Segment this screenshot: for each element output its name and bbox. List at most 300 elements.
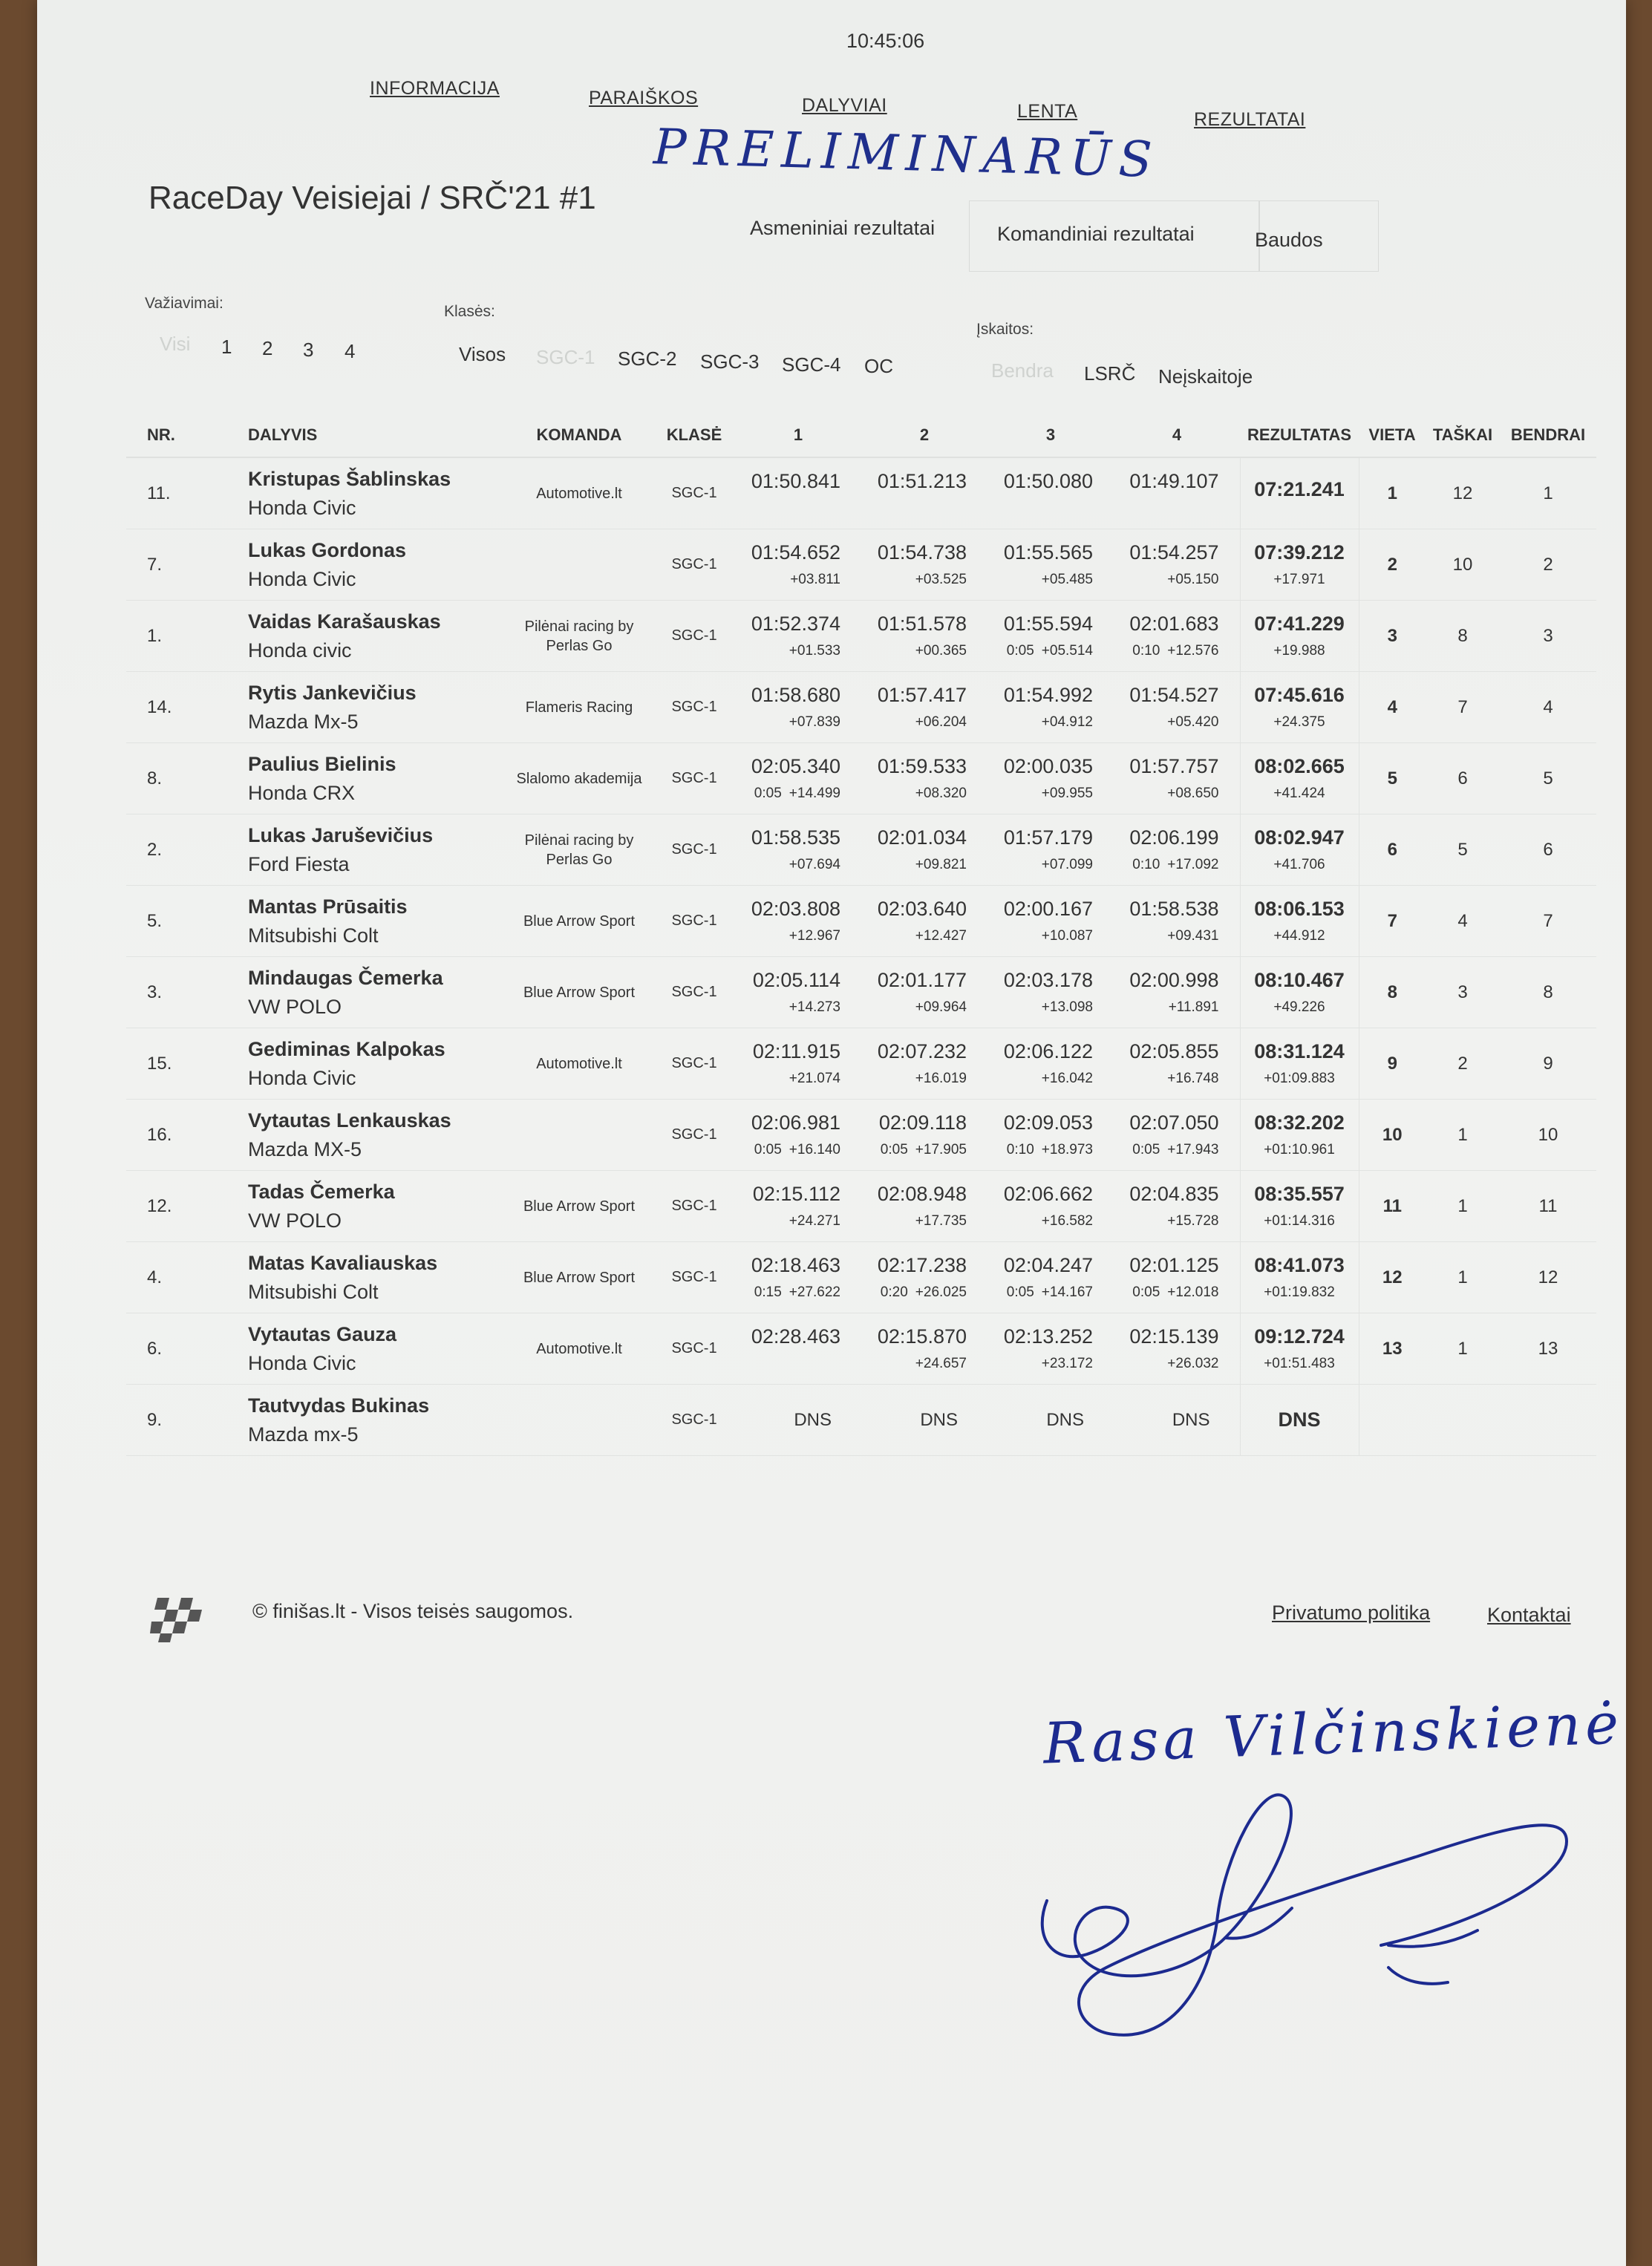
run-filter-3[interactable]: 3	[303, 339, 314, 361]
lap-gap-value: +10.087	[1041, 928, 1093, 944]
result-gap: +01:10.961	[1264, 1142, 1335, 1158]
lap-time: 02:06.662	[1003, 1183, 1093, 1205]
lap-cell	[987, 814, 1114, 886]
lap-cell	[735, 1313, 861, 1385]
lap-gap-value: +27.622	[789, 1284, 840, 1300]
nav-informacija[interactable]: INFORMACIJA	[370, 78, 500, 99]
nav-rezultatai[interactable]: REZULTATAI	[1194, 109, 1306, 130]
place: 5	[1359, 743, 1426, 814]
lap-gap-value: +16.748	[1167, 1071, 1219, 1086]
lap-time: DNS	[861, 1385, 987, 1456]
count-filter-out-of-standings[interactable]: Neįskaitoje	[1158, 365, 1253, 388]
team-name: Blue Arrow Sport	[505, 886, 653, 957]
lap-time: 01:54.257	[1129, 541, 1219, 564]
total-result: 08:02.665	[1254, 755, 1345, 777]
place: 12	[1359, 1242, 1426, 1313]
overall-place: 1	[1500, 457, 1596, 529]
result-cell	[1240, 529, 1359, 601]
driver-name: Vytautas Lenkauskas	[248, 1108, 451, 1132]
lap-gap-value: +17.905	[915, 1142, 967, 1158]
counts-label: Įskaitos:	[976, 321, 1034, 338]
lap-gap-value: +24.271	[789, 1213, 840, 1229]
lap-time: 01:50.080	[1003, 470, 1093, 492]
lap-gap-value: +05.514	[1041, 643, 1093, 659]
lap-gap-value: +21.074	[789, 1071, 840, 1086]
lap-gap	[738, 999, 840, 1016]
lap-gap-value: +16.042	[1041, 1071, 1093, 1086]
total-result: 07:21.241	[1254, 478, 1345, 500]
driver-cell	[245, 1028, 505, 1100]
lap-cell	[1114, 1028, 1240, 1100]
place: 13	[1359, 1313, 1426, 1385]
lap-gap-value: +23.172	[1041, 1356, 1093, 1371]
col-header: BENDRAI	[1500, 412, 1596, 457]
lap-gap	[1117, 643, 1219, 659]
lap-gap	[990, 714, 1093, 731]
total-result: 08:31.124	[1254, 1040, 1345, 1062]
lap-gap	[990, 500, 1093, 517]
lap-penalty: 0:05	[754, 786, 782, 801]
col-header: DALYVIS	[245, 412, 505, 457]
class-label: SGC-1	[653, 457, 735, 529]
result-gap: +19.988	[1273, 643, 1325, 659]
overall-place: 4	[1500, 672, 1596, 743]
class-label: SGC-1	[653, 886, 735, 957]
page-title: RaceDay Veisiejai / SRČ'21 #1	[148, 180, 596, 216]
start-number: 4.	[126, 1242, 245, 1313]
lap-time: 02:01.177	[877, 969, 967, 991]
team-name	[505, 1100, 653, 1171]
lap-time: 02:01.125	[1129, 1254, 1219, 1276]
lap-gap-value: +16.140	[789, 1142, 840, 1158]
total-result: 08:32.202	[1254, 1111, 1345, 1134]
lap-penalty: 0:05	[754, 1142, 782, 1158]
lap-time: 02:03.640	[877, 898, 967, 920]
driver-name: Mindaugas Čemerka	[248, 966, 443, 989]
col-header: NR.	[126, 412, 245, 457]
total-result: 07:45.616	[1254, 684, 1345, 706]
lap-gap	[990, 1071, 1093, 1087]
table-row	[126, 743, 1596, 814]
result-cell	[1240, 886, 1359, 957]
result-gap: +41.424	[1273, 786, 1325, 801]
table-row	[126, 814, 1596, 886]
lap-time: 02:04.835	[1129, 1183, 1219, 1205]
overall-place: 6	[1500, 814, 1596, 886]
lap-gap	[1117, 857, 1219, 873]
run-filter-4[interactable]: 4	[345, 340, 356, 362]
driver-cell	[245, 1100, 505, 1171]
lap-cell	[1114, 814, 1240, 886]
lap-time: 02:18.463	[751, 1254, 840, 1276]
start-number: 8.	[126, 743, 245, 814]
lap-cell	[1114, 1313, 1240, 1385]
lap-time: 02:01.683	[1129, 613, 1219, 635]
car-model: Mazda Mx-5	[248, 710, 359, 733]
lap-time: 02:07.232	[877, 1040, 967, 1062]
team-name	[505, 529, 653, 601]
lap-time: 02:09.053	[1003, 1111, 1093, 1134]
col-header: KOMANDA	[505, 412, 653, 457]
lap-time: 02:05.340	[751, 755, 840, 777]
lap-time: 02:00.167	[1003, 898, 1093, 920]
lap-time: 01:52.374	[751, 613, 840, 635]
col-header: 3	[987, 412, 1114, 457]
team-name: Pilėnai racing by Perlas Go	[505, 814, 653, 886]
lap-gap-value: +09.964	[915, 999, 967, 1015]
driver-name: Mantas Prūsaitis	[248, 895, 408, 918]
points: 1	[1426, 1242, 1500, 1313]
lap-gap	[1117, 1213, 1219, 1230]
lap-gap-value: +16.019	[915, 1071, 967, 1086]
lap-time: 02:07.050	[1129, 1111, 1219, 1134]
lap-penalty: 0:05	[1132, 1142, 1160, 1158]
driver-cell	[245, 1313, 505, 1385]
lap-time: 01:54.652	[751, 541, 840, 564]
start-number: 9.	[126, 1385, 245, 1456]
lap-time: 01:54.738	[877, 541, 967, 564]
lap-gap-value: +05.485	[1041, 572, 1093, 587]
start-number: 7.	[126, 529, 245, 601]
lap-gap	[990, 786, 1093, 802]
driver-cell	[245, 886, 505, 957]
lap-gap-value: +14.167	[1041, 1284, 1093, 1300]
lap-gap	[864, 643, 967, 659]
lap-gap-value: +26.025	[915, 1284, 967, 1300]
lap-cell	[987, 1313, 1114, 1385]
lap-gap	[990, 1142, 1093, 1158]
class-label: SGC-1	[653, 1242, 735, 1313]
driver-name: Tautvydas Bukinas	[248, 1394, 430, 1417]
start-number: 2.	[126, 814, 245, 886]
col-header: 1	[735, 412, 861, 457]
lap-time: DNS	[987, 1385, 1114, 1456]
lap-gap	[864, 572, 967, 588]
lap-gap	[738, 1356, 840, 1372]
class-filter-sgc4[interactable]: SGC-4	[782, 353, 841, 376]
tab-individual-results[interactable]: Asmeniniai rezultatai	[750, 217, 936, 239]
start-number: 3.	[126, 957, 245, 1028]
lap-gap-value: +04.912	[1041, 714, 1093, 730]
driver-name: Vytautas Gauza	[248, 1322, 397, 1345]
lap-time: DNS	[1114, 1385, 1240, 1456]
result-cell	[1240, 1028, 1359, 1100]
class-label: SGC-1	[653, 529, 735, 601]
lap-gap	[990, 999, 1093, 1016]
run-filter-2[interactable]: 2	[262, 337, 273, 359]
team-name: Flameris Racing	[505, 672, 653, 743]
lap-gap	[990, 572, 1093, 588]
lap-gap-value: +07.099	[1041, 857, 1093, 872]
contacts-link[interactable]: Kontaktai	[1487, 1604, 1571, 1626]
class-label: SGC-1	[653, 1313, 735, 1385]
overall-place: 11	[1500, 1171, 1596, 1242]
lap-gap-value: +16.582	[1041, 1213, 1093, 1229]
lap-gap-value: +09.821	[915, 857, 967, 872]
car-model: Honda civic	[248, 639, 352, 662]
run-filter-all[interactable]: Visi	[160, 333, 191, 355]
driver-cell	[245, 457, 505, 529]
lap-cell	[1114, 957, 1240, 1028]
class-label: SGC-1	[653, 814, 735, 886]
lap-cell	[1114, 529, 1240, 601]
lap-time: 01:55.565	[1003, 541, 1093, 564]
lap-gap	[864, 1142, 967, 1158]
lap-cell	[735, 457, 861, 529]
col-header: 2	[861, 412, 987, 457]
car-model: Mazda mx-5	[248, 1423, 359, 1446]
lap-time: 02:00.035	[1003, 755, 1093, 777]
points: 8	[1426, 601, 1500, 672]
overall-place	[1500, 1385, 1596, 1456]
lap-time: 01:49.107	[1129, 470, 1219, 492]
start-number: 14.	[126, 672, 245, 743]
lap-gap-value: +05.150	[1167, 572, 1219, 587]
lap-gap	[738, 928, 840, 944]
lap-time: 02:06.981	[751, 1111, 840, 1134]
lap-time: 02:13.252	[1003, 1325, 1093, 1348]
class-filter-sgc3[interactable]: SGC-3	[700, 350, 760, 373]
points: 2	[1426, 1028, 1500, 1100]
tab-team-results[interactable]: Komandiniai rezultatai	[997, 223, 1195, 245]
lap-cell	[861, 886, 987, 957]
lap-time: 01:58.538	[1129, 898, 1219, 920]
tab-penalties[interactable]: Baudos	[1255, 229, 1323, 251]
lap-cell	[987, 1242, 1114, 1313]
col-header: KLASĖ	[653, 412, 735, 457]
lap-gap	[738, 572, 840, 588]
table-row	[126, 1242, 1596, 1313]
lap-time: 02:03.178	[1003, 969, 1093, 991]
driver-cell	[245, 672, 505, 743]
class-label: SGC-1	[653, 1385, 735, 1456]
points: 10	[1426, 529, 1500, 601]
overall-place: 7	[1500, 886, 1596, 957]
col-header: VIETA	[1359, 412, 1426, 457]
overall-place: 5	[1500, 743, 1596, 814]
result-cell	[1240, 1313, 1359, 1385]
points	[1426, 1385, 1500, 1456]
lap-gap	[990, 1213, 1093, 1230]
total-result: 09:12.724	[1254, 1325, 1345, 1348]
lap-cell	[735, 601, 861, 672]
table-row	[126, 1171, 1596, 1242]
lap-gap	[738, 857, 840, 873]
lap-time: 02:28.463	[751, 1325, 840, 1348]
start-number: 5.	[126, 886, 245, 957]
car-model: Honda Civic	[248, 1351, 356, 1374]
result-gap: +01:14.316	[1264, 1213, 1335, 1229]
points: 3	[1426, 957, 1500, 1028]
team-name: Automotive.lt	[505, 1313, 653, 1385]
lap-time: 01:59.533	[877, 755, 967, 777]
result-cell	[1240, 601, 1359, 672]
lap-penalty: 0:20	[880, 1284, 908, 1300]
overall-place: 13	[1500, 1313, 1596, 1385]
total-result: 08:10.467	[1254, 969, 1345, 991]
driver-name: Rytis Jankevičius	[248, 681, 417, 704]
lap-gap	[738, 500, 840, 517]
lap-gap	[1117, 1284, 1219, 1301]
handwritten-signatory-name: Rasa Vilčinskienė	[1042, 1690, 1625, 1777]
lap-gap	[738, 1284, 840, 1301]
lap-cell	[987, 1171, 1114, 1242]
place: 6	[1359, 814, 1426, 886]
lap-cell	[987, 1100, 1114, 1171]
lap-cell	[861, 1313, 987, 1385]
lap-cell	[735, 672, 861, 743]
lap-time: 02:04.247	[1003, 1254, 1093, 1276]
overall-place: 9	[1500, 1028, 1596, 1100]
lap-time: 02:06.199	[1129, 826, 1219, 849]
car-model: VW POLO	[248, 995, 342, 1018]
lap-cell	[1114, 1171, 1240, 1242]
team-name: Blue Arrow Sport	[505, 1171, 653, 1242]
runs-label: Važiavimai:	[145, 295, 223, 312]
lap-gap	[1117, 928, 1219, 944]
col-header: TAŠKAI	[1426, 412, 1500, 457]
start-number: 15.	[126, 1028, 245, 1100]
total-result: 08:02.947	[1254, 826, 1345, 849]
table-header-row	[126, 412, 1596, 457]
team-name: Blue Arrow Sport	[505, 1242, 653, 1313]
lap-time: 02:15.139	[1129, 1325, 1219, 1348]
place: 2	[1359, 529, 1426, 601]
place: 9	[1359, 1028, 1426, 1100]
lap-gap	[738, 1142, 840, 1158]
lap-gap	[864, 1213, 967, 1230]
result-cell	[1240, 457, 1359, 529]
result-cell	[1240, 672, 1359, 743]
lap-penalty: 0:10	[1006, 1142, 1034, 1158]
lap-cell	[987, 672, 1114, 743]
class-filter-sgc2[interactable]: SGC-2	[618, 347, 677, 370]
class-filter-oc[interactable]: OC	[864, 355, 893, 377]
lap-gap	[990, 1356, 1093, 1372]
lap-cell	[861, 601, 987, 672]
lap-penalty: 0:05	[880, 1142, 908, 1158]
lap-cell	[861, 1028, 987, 1100]
class-label: SGC-1	[653, 672, 735, 743]
lap-cell	[987, 743, 1114, 814]
lap-time: 02:09.118	[878, 1111, 967, 1134]
lap-time: 02:03.808	[751, 898, 840, 920]
run-filter-1[interactable]: 1	[221, 336, 232, 358]
overall-place: 2	[1500, 529, 1596, 601]
nav-lenta[interactable]: LENTA	[1017, 101, 1078, 122]
lap-cell	[1114, 886, 1240, 957]
lap-cell	[987, 886, 1114, 957]
lap-gap	[1117, 1071, 1219, 1087]
lap-cell	[861, 1171, 987, 1242]
place: 8	[1359, 957, 1426, 1028]
results-table	[126, 412, 1596, 1456]
result-gap: +41.706	[1273, 857, 1325, 872]
lap-gap-value: +07.694	[789, 857, 840, 872]
class-label: SGC-1	[653, 957, 735, 1028]
total-result: DNS	[1278, 1408, 1321, 1431]
class-label: SGC-1	[653, 743, 735, 814]
car-model: VW POLO	[248, 1209, 342, 1232]
print-time: 10:45:06	[846, 30, 925, 52]
total-result: 08:41.073	[1254, 1254, 1345, 1276]
table-row	[126, 886, 1596, 957]
lap-cell	[1114, 457, 1240, 529]
driver-cell	[245, 1242, 505, 1313]
count-filter-lsrc[interactable]: LSRČ	[1084, 362, 1136, 385]
lap-cell	[1114, 743, 1240, 814]
driver-cell	[245, 1385, 505, 1456]
nav-dalyviai[interactable]: DALYVIAI	[802, 95, 887, 116]
class-label: SGC-1	[653, 601, 735, 672]
driver-name: Lukas Jaruševičius	[248, 823, 434, 846]
lap-gap-value: +05.420	[1167, 714, 1219, 730]
table-row	[126, 672, 1596, 743]
lap-gap-value: +26.032	[1167, 1356, 1219, 1371]
lap-cell	[861, 743, 987, 814]
total-result: 08:35.557	[1254, 1183, 1345, 1205]
lap-penalty: 0:05	[1006, 643, 1034, 659]
lap-gap	[864, 1356, 967, 1372]
lap-gap-value: +12.967	[789, 928, 840, 944]
driver-name: Tadas Čemerka	[248, 1180, 395, 1203]
checkered-flag-logo-icon	[150, 1596, 206, 1644]
lap-cell	[861, 457, 987, 529]
car-model: Honda Civic	[248, 496, 356, 519]
lap-cell	[735, 529, 861, 601]
nav-paraiskos[interactable]: PARAIŠKOS	[589, 88, 699, 108]
team-name: Blue Arrow Sport	[505, 957, 653, 1028]
lap-cell	[735, 1100, 861, 1171]
team-name: Automotive.lt	[505, 457, 653, 529]
car-model: Mazda MX-5	[248, 1137, 362, 1160]
lap-gap-value: +13.098	[1041, 999, 1093, 1015]
driver-name: Matas Kavaliauskas	[248, 1251, 438, 1274]
lap-gap-value: +03.525	[915, 572, 967, 587]
place: 10	[1359, 1100, 1426, 1171]
lap-gap-value: +12.576	[1167, 643, 1219, 659]
lap-time: 02:15.112	[752, 1183, 840, 1205]
class-label: SGC-1	[653, 1171, 735, 1242]
lap-gap-value: +03.811	[790, 572, 840, 587]
result-gap: +01:09.883	[1264, 1071, 1335, 1086]
count-filter-general[interactable]: Bendra	[991, 359, 1054, 382]
points: 7	[1426, 672, 1500, 743]
lap-gap	[1117, 714, 1219, 731]
points: 1	[1426, 1100, 1500, 1171]
lap-time: 01:51.578	[877, 613, 967, 635]
car-model: Ford Fiesta	[248, 852, 350, 875]
overall-place: 10	[1500, 1100, 1596, 1171]
lap-cell	[1114, 672, 1240, 743]
class-filter-all[interactable]: Visos	[459, 343, 506, 365]
lap-gap-value: +17.735	[915, 1213, 967, 1229]
overall-place: 12	[1500, 1242, 1596, 1313]
lap-cell	[735, 814, 861, 886]
lap-cell	[1114, 1242, 1240, 1313]
classes-label: Klasės:	[444, 303, 495, 320]
table-row	[126, 1313, 1596, 1385]
result-cell	[1240, 743, 1359, 814]
team-name: Slalomo akademija	[505, 743, 653, 814]
lap-time: 01:58.680	[751, 684, 840, 706]
lap-gap	[864, 1284, 967, 1301]
lap-gap-value: +00.365	[915, 643, 967, 659]
privacy-policy-link[interactable]: Privatumo politika	[1272, 1601, 1431, 1624]
result-gap: +24.375	[1273, 714, 1325, 730]
lap-gap	[864, 928, 967, 944]
class-filter-sgc1[interactable]: SGC-1	[536, 346, 595, 368]
